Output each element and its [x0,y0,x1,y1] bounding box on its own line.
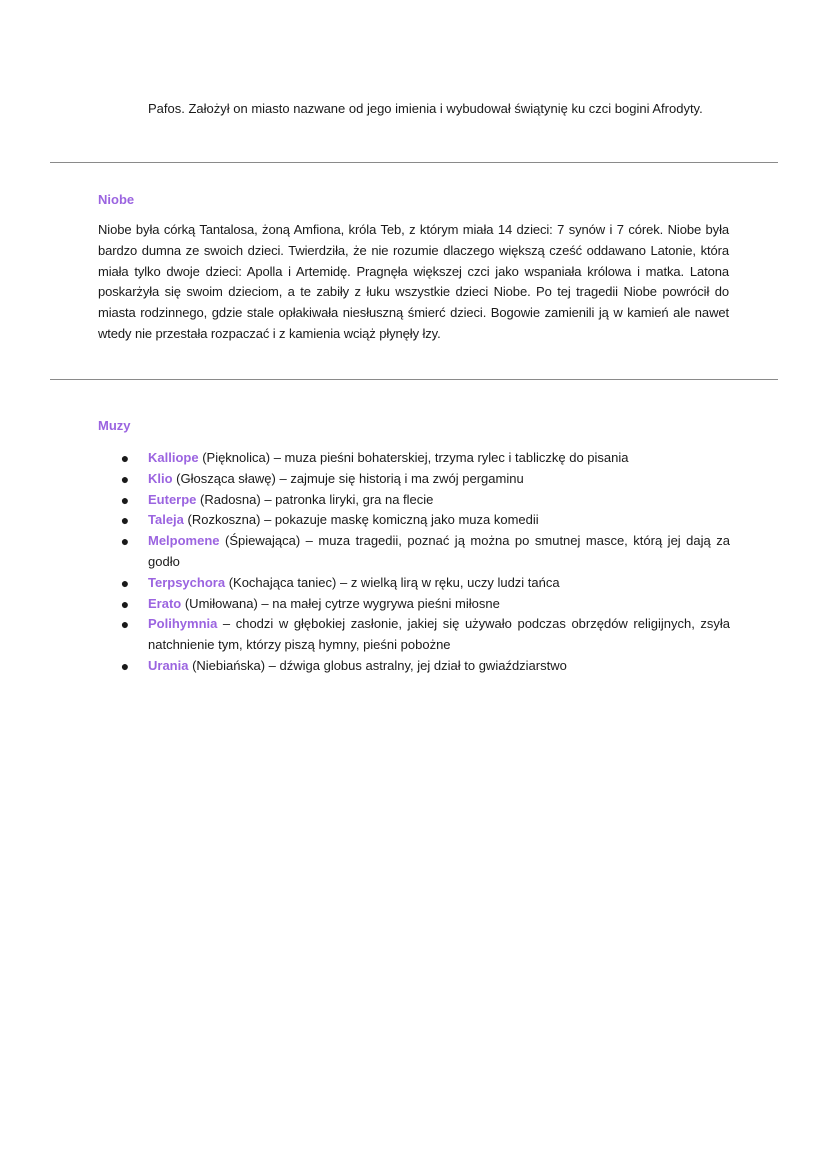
muse-description: (Pięknolica) – muza pieśni bohaterskiej, trzyma rylec i tabliczkę do pisania [198,450,629,465]
muse-name: Erato [148,595,182,611]
list-item [120,490,730,511]
muse-name: Klio [148,470,173,486]
muse-description: (Głosząca sławę) – zajmuje się historią i ma zwój pergaminu [172,470,524,486]
list-item [120,531,730,573]
muses-list [120,448,730,677]
list-item [120,448,730,469]
bullet-icon: ● [120,533,130,550]
bullet-icon: ● [120,595,130,612]
muse-description: (Kochająca taniec) – z wielką lirą w ręku, uczy ludzi tańca [225,574,560,590]
section-divider [50,379,778,380]
muse-description: (Rozkoszna) – pokazuje maskę komiczną jako muza komedii [183,512,539,528]
bullet-icon: ● [120,616,130,633]
muse-description: (Umiłowana) – na małej cytrze wygrywa pieśni miłosne [181,595,500,611]
intro-paragraph: Pafos. Założył on miasto nazwane od jego imienia i wybudował świątynię ku czci bogini Afrodyty. [148,101,703,116]
muse-name: Polihymnia [148,616,218,632]
niobe-paragraph: Niobe była córką Tantalosa, żoną Amfiona, króla Teb, z którym miała 14 dzieci: 7 synów i 7 córek. Niobe była bardzo dumna ze swoich dzieci. Twierdziła, że nie rozumie dlaczego większą cześć oddawano Latonie, która miała tylko dwoje dzieci: Apolla i Artemidę. Pragnęła większej czci jako wspaniała królowa i matka. Latona poskarżyła się swoim dzieciom, a te zabiły z łuku wszystkie dzieci Niobe. Po tej tragedii Niobe powrócił do miasta rodzinnego, gdzie stale opłakiwała niesłuszną śmierć dzieci. Bogowie zamienili ją w kamień ale nawet wtedy nie przestała rozpaczać i z kamienia wciąż płynęły łzy. [98,222,729,341]
list-item [120,469,730,490]
muse-name: Kalliope [148,450,199,465]
muse-name: Terpsychora [148,574,226,590]
list-item [120,656,730,677]
muse-name: Euterpe [148,491,197,507]
bullet-icon: ● [120,491,130,508]
muzy-heading: Muzy [98,418,131,433]
muse-description: – chodzi w głębokiej zasłonie, jakiej się używało podczas obrzędów religijnych, zsyła natchnienie tym, którzy piszą hymny, pieśni pobożne [148,616,730,653]
muse-name: Taleja [148,512,184,528]
bullet-icon: ● [120,574,130,591]
list-item [120,510,730,531]
muse-name: Melpomene [148,533,220,549]
bullet-icon: ● [120,470,130,487]
section-divider [50,162,778,163]
niobe-heading: Niobe [98,192,135,207]
muse-name: Urania [148,657,189,673]
muse-description: (Radosna) – patronka liryki, gra na flecie [196,491,434,507]
list-item [120,573,730,594]
bullet-icon: ● [120,657,130,674]
list-item [120,594,730,615]
bullet-icon: ● [120,512,130,529]
muse-description: (Niebiańska) – dźwiga globus astralny, jej dział to gwiaździarstwo [188,657,567,673]
muse-description: (Śpiewająca) – muza tragedii, poznać ją można po smutnej masce, którą jej dają za godło [148,533,730,569]
list-item [120,614,730,656]
bullet-icon: ● [120,450,130,466]
